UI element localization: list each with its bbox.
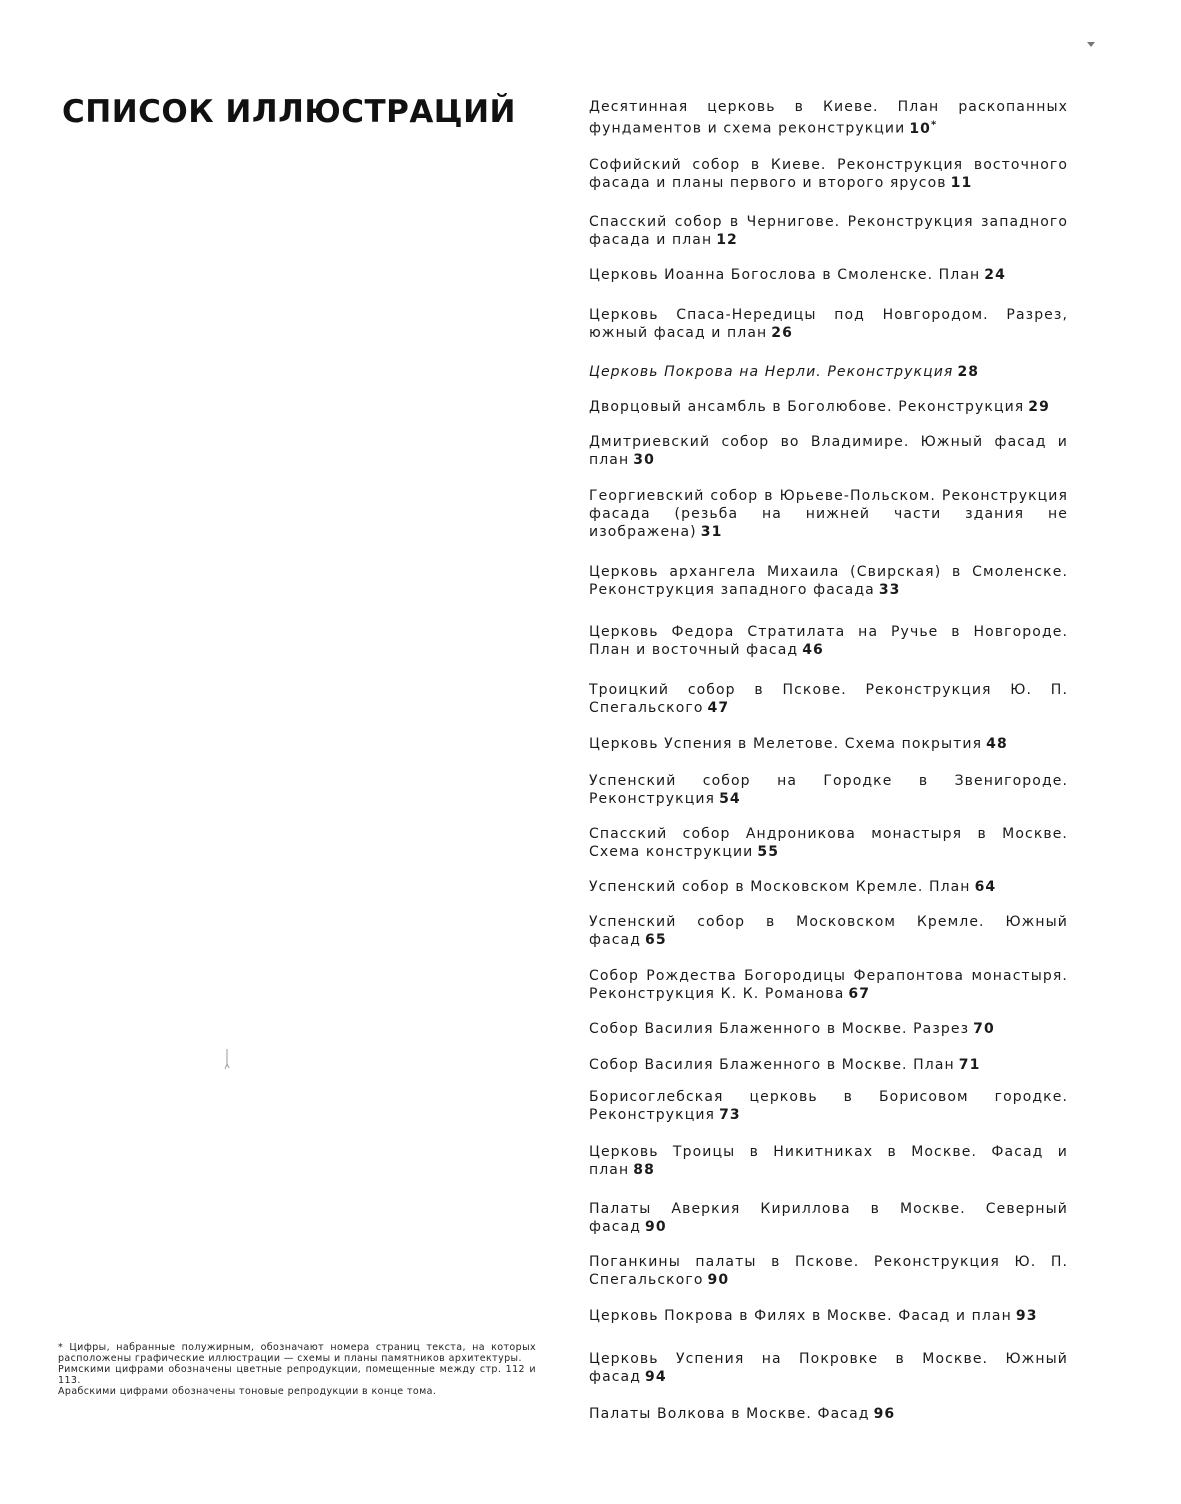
- footnote-text: Арабскими цифрами обозначены тоновые репродукции в конце тома.: [58, 1386, 437, 1397]
- item-caption: Церковь Иоанна Богослова в Смоленске. План: [589, 267, 981, 283]
- item-caption: Церковь Спаса-Нередицы под Новгородом. Разрез, южный фасад и план: [589, 307, 1068, 341]
- page-number: 10*: [909, 119, 938, 137]
- list-item: [589, 487, 1068, 541]
- item-caption: Троицкий собор в Пскове. Реконструкция Ю. П. Спегальского: [589, 682, 1068, 716]
- item-caption: Борисоглебская церковь в Борисовом городке. Реконструкция: [589, 1089, 1068, 1123]
- page-number: 67: [848, 986, 871, 1002]
- item-caption: Поганкины палаты в Пскове. Реконструкция Ю. П. Спегальского: [589, 1254, 1068, 1288]
- item-caption: Собор Василия Блаженного в Москве. Разрез: [589, 1021, 970, 1037]
- item-caption: Собор Василия Блаженного в Москве. План: [589, 1057, 955, 1073]
- list-item: [589, 433, 1068, 469]
- item-caption: Успенский собор на Городке в Звенигороде. Реконструкция: [589, 773, 1068, 807]
- list-item: [589, 681, 1068, 717]
- item-caption: Дворцовый ансамбль в Боголюбове. Реконструкция: [589, 399, 1025, 415]
- page-number: 48: [986, 736, 1008, 752]
- list-item: [589, 772, 1068, 808]
- list-item: [589, 398, 1068, 416]
- list-item: [589, 98, 1068, 138]
- list-item: [589, 1350, 1068, 1386]
- page-number: 55: [757, 844, 780, 860]
- page-number: 70: [973, 1021, 995, 1037]
- footnote-text: * Цифры, набранные полужирным, обозначают номера страниц текста, на которых расположены графические иллюстрации — схемы и планы памятников архитектуры.: [58, 1342, 536, 1364]
- list-item: [589, 1253, 1068, 1289]
- item-caption: Спасский собор Андроникова монастыря в Москве. Схема конструкции: [589, 826, 1068, 860]
- page-number: 26: [771, 325, 793, 341]
- list-item: [589, 363, 1068, 381]
- page-number: 54: [719, 791, 741, 807]
- scan-speck-mark: [1086, 40, 1096, 48]
- list-item: [589, 1088, 1068, 1124]
- footnote-marker: *: [931, 119, 938, 130]
- item-caption: Десятинная церковь в Киеве. План раскопанных фундаментов и схема реконструкции: [589, 99, 1068, 137]
- list-item: [589, 1307, 1068, 1325]
- page-number: 90: [707, 1272, 730, 1288]
- page-number: 31: [700, 524, 723, 540]
- list-item: [589, 623, 1068, 659]
- page-number: 88: [633, 1162, 655, 1178]
- page-number: 93: [1015, 1308, 1038, 1324]
- list-item: [589, 1143, 1068, 1179]
- page-number: 24: [984, 267, 1006, 283]
- item-caption: Георгиевский собор в Юрьеве-Польском. Реконструкция фасада (резьба на нижней части здания не изображена): [589, 488, 1068, 540]
- item-caption: Церковь Покрова в Филях в Москве. Фасад и план: [589, 1308, 1012, 1324]
- item-caption: Успенский собор в Московском Кремле. Южный фасад: [589, 914, 1068, 948]
- page-number: 47: [707, 700, 730, 716]
- page-number: 12: [716, 232, 738, 248]
- item-caption: Софийский собор в Киеве. Реконструкция восточного фасада и планы первого и второго ярусов: [589, 157, 1068, 191]
- list-item: [589, 1200, 1068, 1236]
- item-caption: Успенский собор в Московском Кремле. План: [589, 879, 971, 895]
- list-item: [589, 825, 1068, 861]
- item-caption: Церковь Федора Стратилата на Ручье в Новгороде. План и восточный фасад: [589, 624, 1068, 658]
- item-caption: Спасский собор в Чернигове. Реконструкция западного фасада и план: [589, 214, 1068, 248]
- list-item: [589, 878, 1068, 896]
- item-caption: Церковь Троицы в Никитниках в Москве. Фасад и план: [589, 1144, 1068, 1178]
- list-item: [589, 1020, 1068, 1038]
- scan-speck-mark: [224, 1048, 230, 1070]
- page-number: 71: [958, 1057, 981, 1073]
- item-caption: Палаты Аверкия Кириллова в Москве. Северный фасад: [589, 1201, 1068, 1235]
- page-number: 30: [633, 452, 655, 468]
- list-item: [589, 213, 1068, 249]
- page-title: СПИСОК ИЛЛЮСТРАЦИЙ: [62, 94, 516, 130]
- footnote: [58, 1342, 536, 1397]
- page-number: 65: [645, 932, 667, 948]
- page-number: 28: [957, 364, 980, 380]
- page-number: 90: [645, 1219, 667, 1235]
- page-number: 29: [1028, 399, 1050, 415]
- page-number: 46: [802, 642, 824, 658]
- list-item: [589, 1405, 1068, 1423]
- list-item: [589, 306, 1068, 342]
- item-caption: Палаты Волкова в Москве. Фасад: [589, 1406, 870, 1422]
- item-caption: Церковь архангела Михаила (Свирская) в Смоленске. Реконструкция западного фасада: [589, 564, 1068, 598]
- item-caption: Дмитриевский собор во Владимире. Южный фасад и план: [589, 434, 1068, 468]
- footnote-text: Римскими цифрами обозначены цветные репродукции, помещенные между стр. 112 и 113.: [58, 1364, 536, 1386]
- list-item: [589, 1056, 1068, 1074]
- item-caption: Церковь Покрова на Нерли. Реконструкция: [589, 364, 954, 380]
- page-number: 64: [974, 879, 997, 895]
- list-item: [589, 563, 1068, 599]
- page-number: 73: [719, 1107, 741, 1123]
- list-item: [589, 266, 1068, 284]
- item-caption: Собор Рождества Богородицы Ферапонтова монастыря. Реконструкция К. К. Романова: [589, 968, 1068, 1002]
- page-number: 33: [878, 582, 901, 598]
- list-item: [589, 913, 1068, 949]
- page-number: 11: [950, 175, 973, 191]
- list-item: [589, 156, 1068, 192]
- list-item: [589, 967, 1068, 1003]
- item-caption: Церковь Успения в Мелетове. Схема покрытия: [589, 736, 983, 752]
- page-number: 94: [645, 1369, 667, 1385]
- list-item: [589, 735, 1068, 753]
- page-number: 96: [873, 1406, 896, 1422]
- item-caption: Церковь Успения на Покровке в Москве. Южный фасад: [589, 1351, 1068, 1385]
